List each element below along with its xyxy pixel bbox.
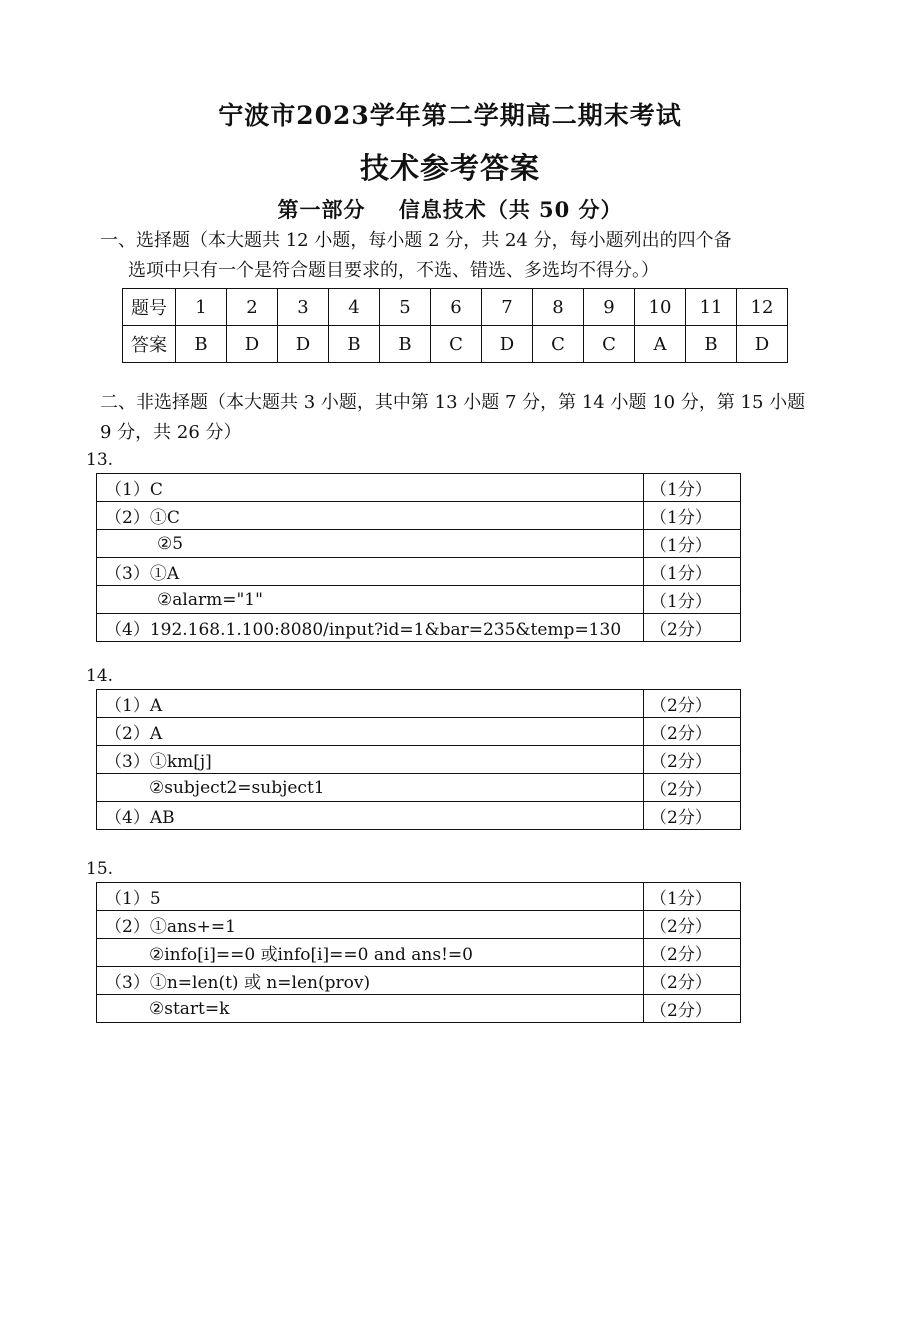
points-text: （1分）: [644, 502, 741, 530]
answer-text: ②start=k: [97, 995, 644, 1023]
table-row: [97, 802, 741, 830]
answer-cell: A: [635, 326, 686, 363]
table-row: [97, 746, 741, 774]
answer-text: （3）①km[j]: [97, 746, 644, 774]
page-subtitle: 技术参考答案: [359, 151, 540, 185]
section-heading: 第一部分 信息技术（共 50 分）: [277, 197, 623, 222]
points-text: （2分）: [644, 614, 741, 642]
row-label-answer: 答案: [123, 326, 176, 363]
points-text: （1分）: [644, 586, 741, 614]
answer-text: ②alarm="1": [97, 586, 644, 614]
question-number: 9: [584, 289, 635, 326]
question-number: 7: [482, 289, 533, 326]
answer-text: ②subject2=subject1: [97, 774, 644, 802]
question-14-number: 14.: [86, 666, 114, 686]
table-row: [97, 883, 741, 911]
question-13-table: [96, 473, 741, 642]
answer-text: （4）192.168.1.100:8080/input?id=1&bar=235&temp=130: [97, 614, 644, 642]
points-text: （2分）: [644, 967, 741, 995]
answer-cell: D: [278, 326, 329, 363]
points-text: （1分）: [644, 530, 741, 558]
points-text: （1分）: [644, 474, 741, 502]
answer-cell: C: [584, 326, 635, 363]
question-number: 10: [635, 289, 686, 326]
answer-text: （2）A: [97, 718, 644, 746]
page-title: 宁波市2023学年第二学期高二期末考试: [218, 101, 682, 130]
mcq-answer-table: [122, 288, 788, 363]
answer-cell: D: [227, 326, 278, 363]
table-row: [97, 774, 741, 802]
answer-text: （2）①ans+=1: [97, 911, 644, 939]
question-13-number: 13.: [86, 450, 114, 470]
question-number: 4: [329, 289, 380, 326]
answer-cell: D: [482, 326, 533, 363]
table-row: [97, 502, 741, 530]
question-number: 6: [431, 289, 482, 326]
answer-text: （4）AB: [97, 802, 644, 830]
table-row: [97, 995, 741, 1023]
question-number-row: [123, 289, 788, 326]
answer-text: （1）5: [97, 883, 644, 911]
table-row: [97, 614, 741, 642]
points-text: （2分）: [644, 995, 741, 1023]
row-label-question: 题号: [123, 289, 176, 326]
answer-cell: C: [533, 326, 584, 363]
answer-row: [123, 326, 788, 363]
mcq-instruction-line2: 选项中只有一个是符合题目要求的，不选、错选、多选均不得分。）: [128, 260, 659, 281]
points-text: （2分）: [644, 802, 741, 830]
table-row: [97, 558, 741, 586]
table-row: [97, 586, 741, 614]
answer-text: ②info[i]==0 或info[i]==0 and ans!=0: [97, 939, 644, 967]
answer-text: （3）①n=len(t) 或 n=len(prov): [97, 967, 644, 995]
question-number: 11: [686, 289, 737, 326]
points-text: （1分）: [644, 558, 741, 586]
nonmcq-instructions: 二、非选择题（本大题共 3 小题，其中第 13 小题 7 分，第 14 小题 10 分，第 15 小题 9 分，共 26 分）: [100, 392, 806, 443]
table-row: [97, 474, 741, 502]
question-number: 5: [380, 289, 431, 326]
points-text: （1分）: [644, 883, 741, 911]
answer-cell: C: [431, 326, 482, 363]
question-number: 12: [737, 289, 788, 326]
table-row: [97, 718, 741, 746]
question-15-table: [96, 882, 741, 1023]
table-row: [97, 967, 741, 995]
points-text: （2分）: [644, 746, 741, 774]
question-number: 2: [227, 289, 278, 326]
question-number: 3: [278, 289, 329, 326]
answer-cell: B: [686, 326, 737, 363]
table-row: [97, 911, 741, 939]
answer-cell: B: [380, 326, 431, 363]
points-text: （2分）: [644, 911, 741, 939]
answer-cell: B: [176, 326, 227, 363]
answer-cell: B: [329, 326, 380, 363]
answer-text: （2）①C: [97, 502, 644, 530]
points-text: （2分）: [644, 939, 741, 967]
answer-text: ②5: [97, 530, 644, 558]
answer-cell: D: [737, 326, 788, 363]
table-row: [97, 939, 741, 967]
question-number: 1: [176, 289, 227, 326]
mcq-instruction-line1: 一、选择题（本大题共 12 小题，每小题 2 分，共 24 分，每小题列出的四个备: [100, 230, 732, 251]
answer-text: （1）A: [97, 690, 644, 718]
points-text: （2分）: [644, 718, 741, 746]
mcq-instructions: [100, 226, 810, 286]
question-14-table: [96, 689, 741, 830]
points-text: （2分）: [644, 690, 741, 718]
question-15-number: 15.: [86, 859, 114, 879]
answer-text: （3）①A: [97, 558, 644, 586]
table-row: [97, 690, 741, 718]
points-text: （2分）: [644, 774, 741, 802]
question-number: 8: [533, 289, 584, 326]
table-row: [97, 530, 741, 558]
answer-text: （1）C: [97, 474, 644, 502]
